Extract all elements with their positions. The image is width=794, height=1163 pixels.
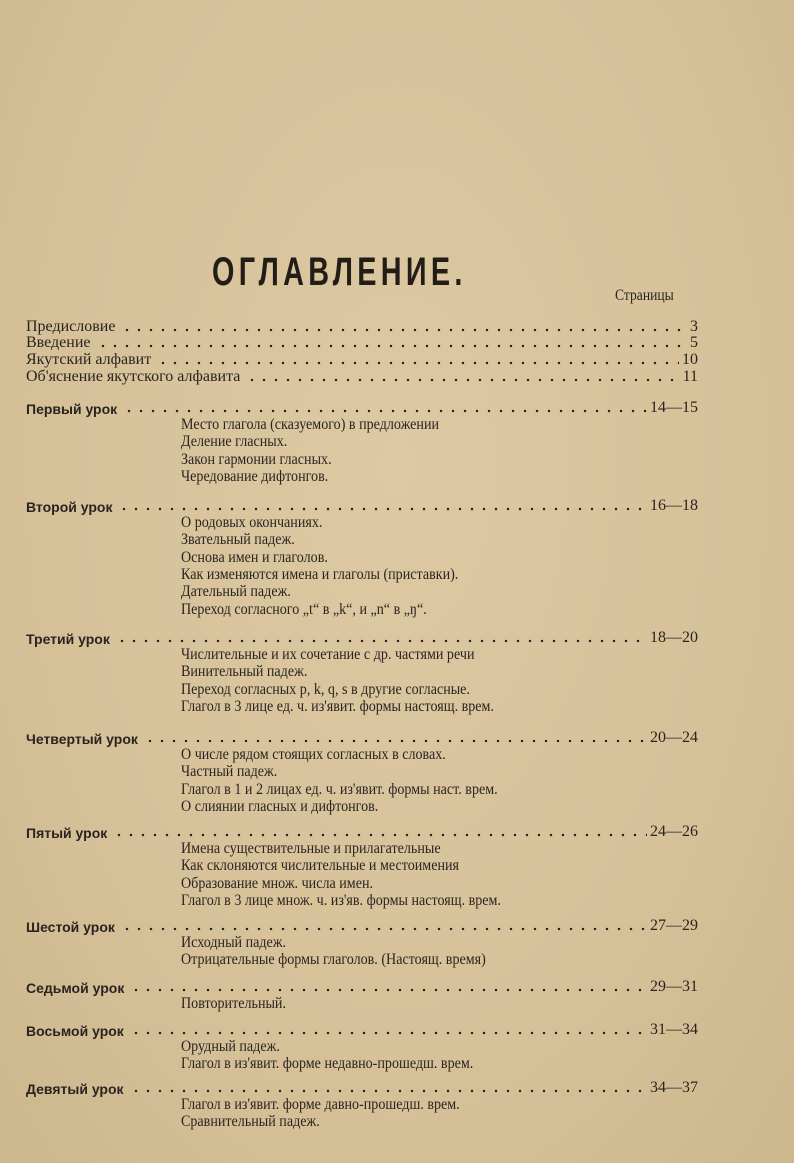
lesson-topic: Переход согласного „t“ в „k“, и „n“ в „ŋ“. — [181, 600, 427, 618]
lesson-topic: Как склоняются числительные и местоимения — [181, 857, 459, 875]
page-number: 16—18 — [650, 497, 698, 514]
lesson-topic: Глагол в 1 и 2 лицах ед. ч. из'явит. формы наст. врем. — [181, 780, 498, 798]
lesson-topic: Дательный падеж. — [181, 583, 291, 601]
lesson-topic: Глагол в из'явит. форме давно-прошедш. врем. — [181, 1096, 460, 1113]
entry-label: Девятый урок — [26, 1081, 124, 1097]
entry-label: Седьмой урок — [26, 980, 125, 996]
entry-label: Первый урок — [26, 401, 118, 417]
dot-leader — [121, 927, 647, 931]
lesson-topic: Звательный падеж. — [181, 531, 295, 549]
page-number: 11 — [682, 368, 698, 385]
lesson-topic: О родовых окончаниях. — [181, 514, 323, 531]
entry-label: Второй урок — [26, 499, 113, 515]
entry-label: Восьмой урок — [26, 1023, 124, 1039]
lesson-entry — [26, 397, 698, 417]
dot-leader — [157, 361, 679, 365]
page-number: 5 — [690, 334, 698, 351]
dot-leader — [116, 639, 647, 643]
lesson-entry — [26, 821, 698, 841]
dot-leader — [113, 833, 647, 837]
page-title: ОГЛАВЛЕНИЕ. — [212, 250, 467, 294]
dot-leader — [118, 507, 647, 511]
lesson-topic: О слиянии гласных и дифтонгов. — [181, 797, 379, 815]
dot-leader — [246, 378, 679, 382]
page-number: 3 — [690, 318, 698, 335]
lesson-topic: Сравнительный падеж. — [181, 1113, 320, 1131]
page-number: 34—37 — [650, 1079, 698, 1096]
lesson-entry — [26, 727, 698, 747]
lesson-topic: Глагол в 3 лице множ. ч. из'яв. формы настоящ. врем. — [181, 891, 501, 909]
lesson-topic: Переход согласных p, k, q, s в другие согласные. — [181, 680, 470, 698]
lesson-entry — [26, 1019, 698, 1039]
lesson-topic: Частный падеж. — [181, 763, 278, 781]
lesson-entry — [26, 1077, 698, 1097]
entry-label: Об'яснение якутского алфавита — [26, 368, 241, 385]
page-number: 18—20 — [650, 629, 698, 646]
lesson-topic: О числе рядом стоящих согласных в словах. — [181, 746, 446, 763]
page-number: 27—29 — [650, 917, 698, 934]
lesson-topic: Как изменяются имена и глаголы (приставки). — [181, 565, 459, 583]
lesson-topic: Основа имен и глаголов. — [181, 548, 328, 566]
page-number: 24—26 — [650, 823, 698, 840]
entry-label: Третий урок — [26, 631, 110, 647]
entry-label: Шестой урок — [26, 919, 115, 935]
toc-entry — [26, 366, 698, 386]
lesson-topic: Глагол в из'явит. форме недавно-прошедш. врем. — [181, 1055, 474, 1073]
lesson-topic: Деление гласных. — [181, 433, 288, 451]
dot-leader — [130, 1089, 647, 1093]
page-number: 10 — [682, 351, 698, 368]
lesson-topic: Образование множ. числа имен. — [181, 874, 374, 892]
page-number: 20—24 — [650, 729, 698, 746]
lesson-topic: Числительные и их сочетание с др. частями речи — [181, 646, 475, 663]
page-number: 14—15 — [650, 399, 698, 416]
lesson-entry — [26, 495, 698, 515]
lesson-topic: Орудный падеж. — [181, 1038, 280, 1055]
lesson-topic: Имена существительные и прилагательные — [181, 840, 441, 857]
dot-leader — [97, 344, 688, 348]
dot-leader — [130, 988, 647, 992]
lesson-topic: Глагол в 3 лице ед. ч. из'явит. формы настоящ. врем. — [181, 697, 494, 715]
dot-leader — [144, 739, 647, 743]
lesson-topic: Закон гармонии гласных. — [181, 450, 332, 468]
dot-leader — [130, 1031, 647, 1035]
lesson-entry — [26, 976, 698, 996]
lesson-topic: Повторительный. — [181, 995, 286, 1012]
dot-leader — [123, 409, 647, 413]
entry-label: Введение — [26, 334, 91, 351]
lesson-topic: Исходный падеж. — [181, 934, 287, 951]
entry-label: Предисловие — [26, 318, 116, 335]
page-number: 29—31 — [650, 978, 698, 995]
lesson-topic: Отрицательные формы глаголов. (Настоящ. время) — [181, 951, 486, 969]
entry-label: Пятый урок — [26, 825, 108, 841]
entry-label: Четвертый урок — [26, 731, 138, 747]
lesson-entry — [26, 915, 698, 935]
lesson-topic: Место глагола (сказуемого) в предложении — [181, 416, 440, 433]
lesson-topic: Винительный падеж. — [181, 663, 308, 681]
lesson-topic: Чередование дифтонгов. — [181, 467, 329, 485]
page-number: 31—34 — [650, 1021, 698, 1038]
pages-column-header: Страницы — [615, 287, 674, 304]
entry-label: Якутский алфавит — [26, 351, 152, 368]
lesson-entry — [26, 627, 698, 647]
